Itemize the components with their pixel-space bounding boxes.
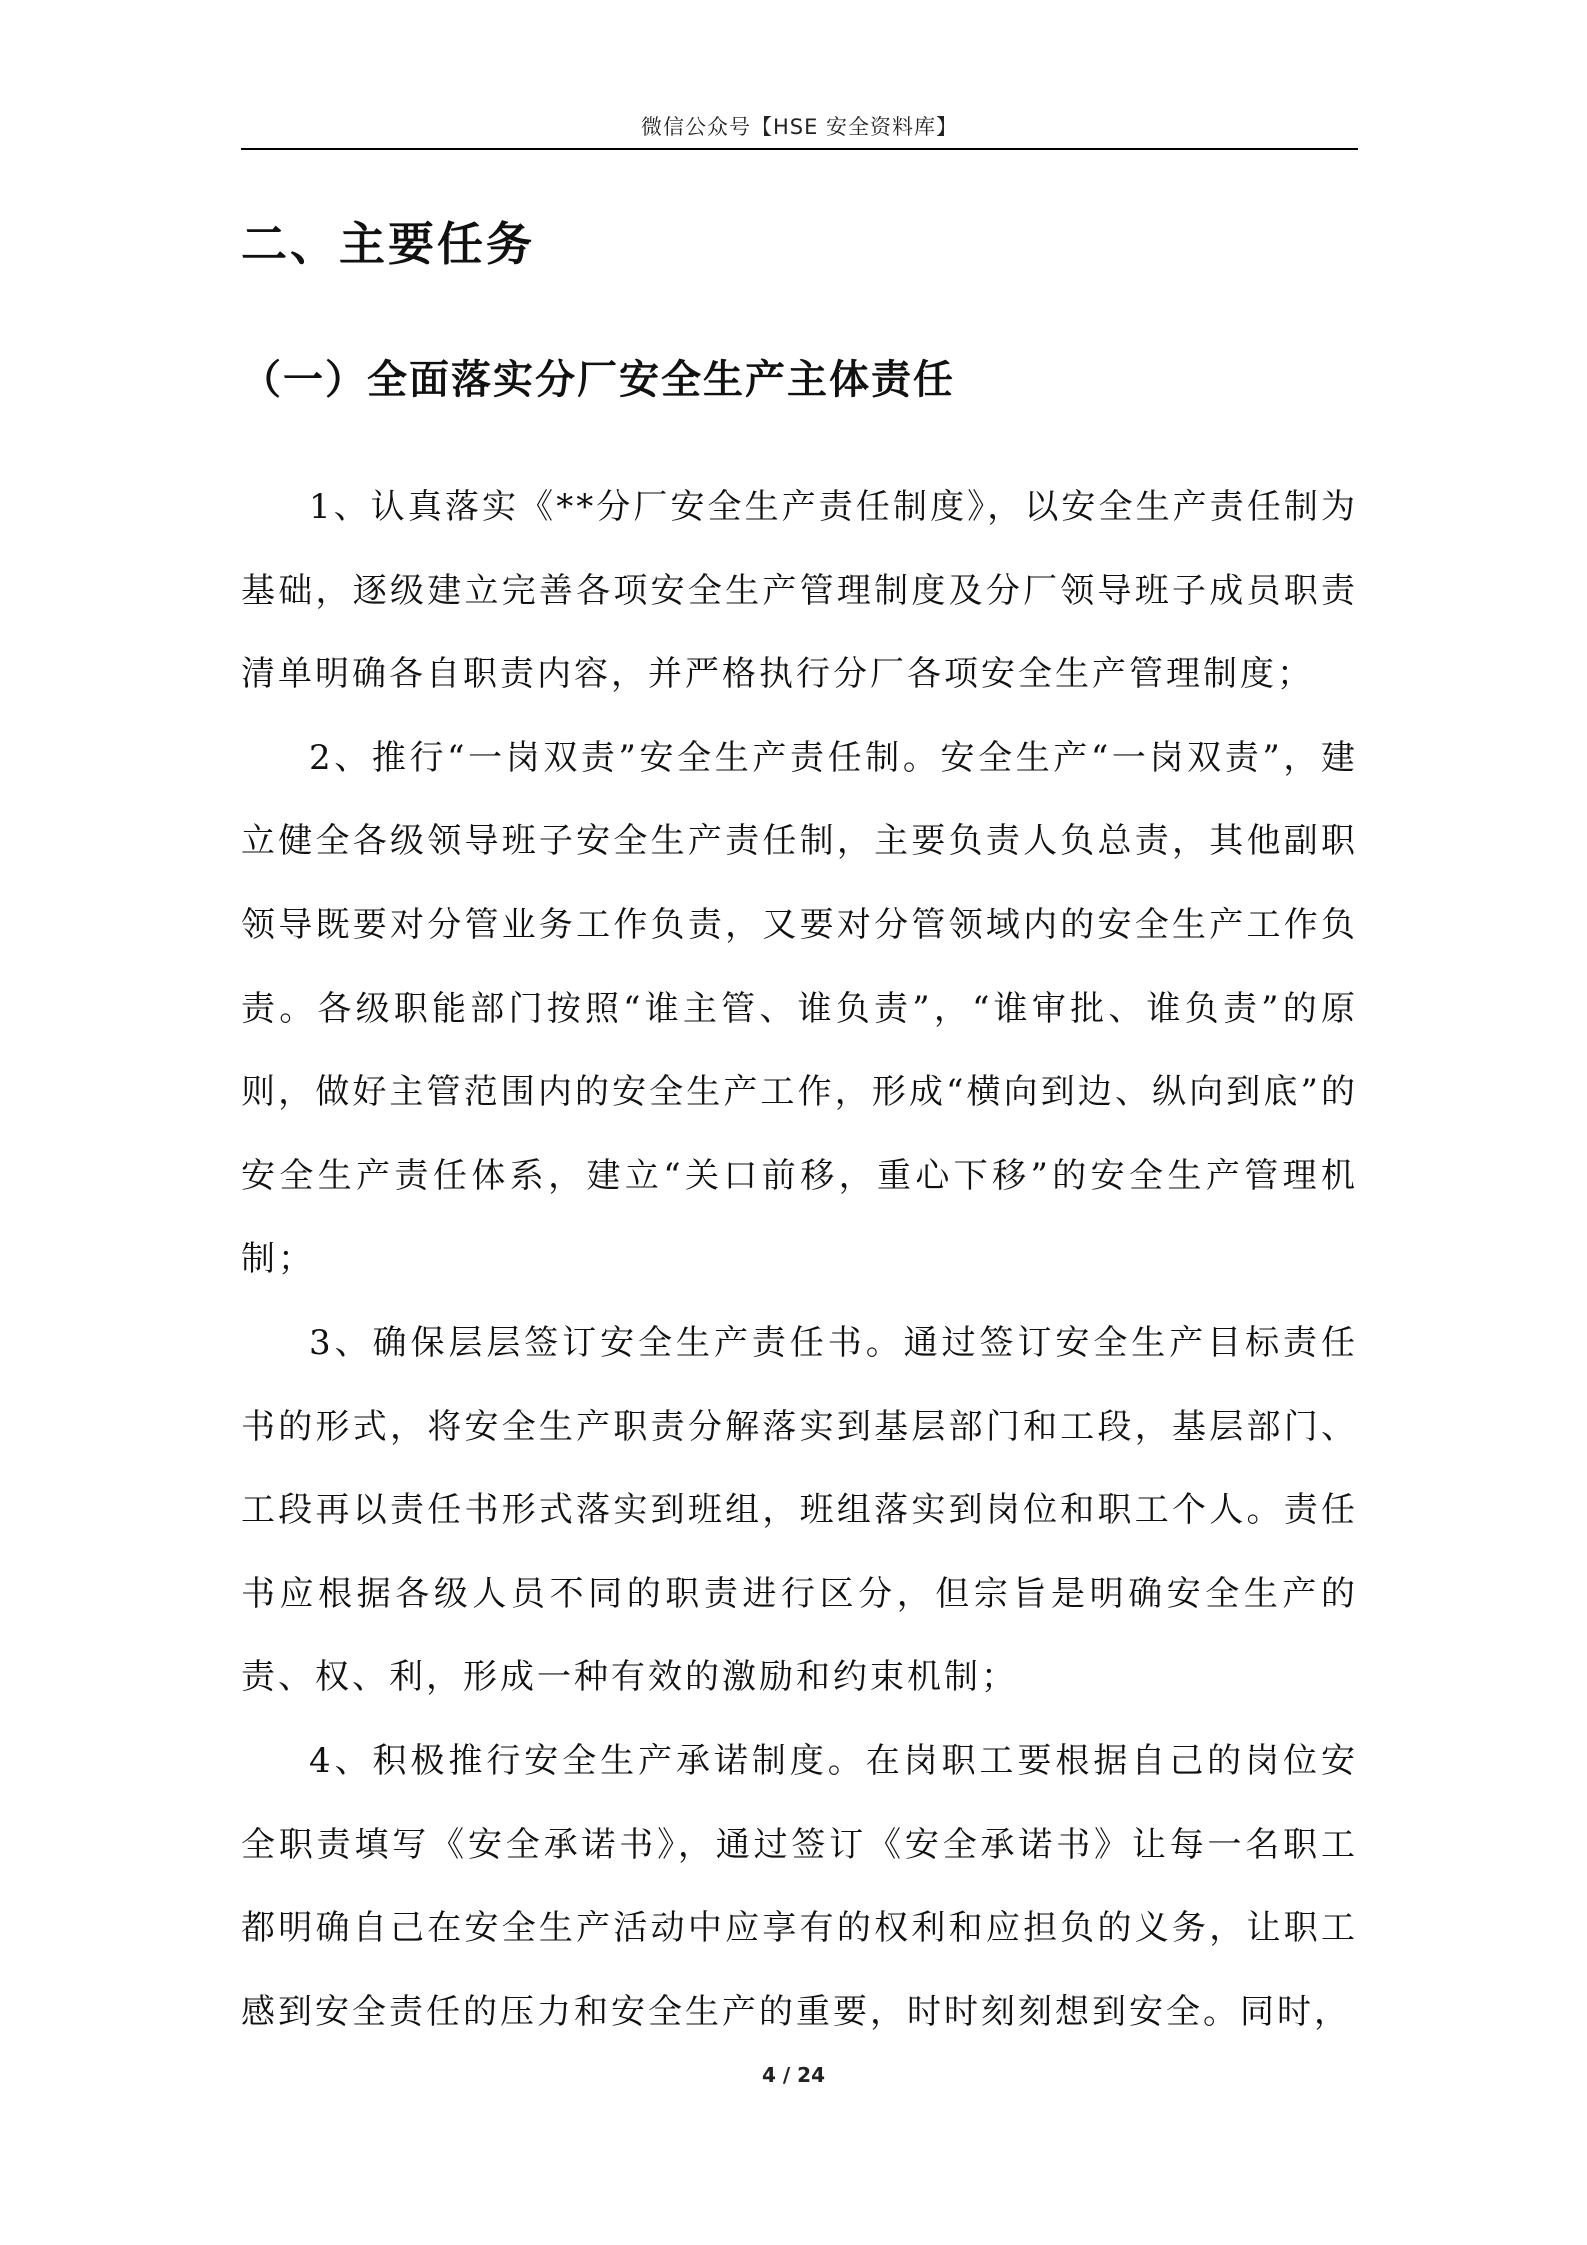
subsection-title: （一）全面落实分厂安全生产主体责任 (241, 357, 955, 403)
paragraph-2: 2、推行“一岗双责”安全生产责任制。安全生产“一岗双责”，建立健全各级领导班子安全生产责任制，主要负责人负总责，其他副职领导既要对分管业务工作负责，又要对分管领域内的安全生产工作负责。各级职能部门按照“谁主管、谁负责”，“谁审批、谁负责”的原则，做好主管范围内的安全生产工作，形成“横向到边、纵向到底”的安全生产责任体系，建立“关口前移，重心下移”的安全生产管理机制； (241, 737, 1358, 1280)
paragraph-1: 1、认真落实《**分厂安全生产责任制度》，以安全生产责任制为基础，逐级建立完善各项安全生产管理制度及分厂领导班子成员职责清单明确各自职责内容，并严格执行分厂各项安全生产管理制度； (241, 487, 1358, 695)
page-header (241, 106, 1358, 150)
paragraph-3: 3、确保层层签订安全生产责任书。通过签订安全生产目标责任书的形式，将安全生产职责分解落实到基层部门和工段，基层部门、工段再以责任书形式落实到班组，班组落实到岗位和职工个人。责任书应根据各级人员不同的职责进行区分，但宗旨是明确安全生产的责、权、利，形成一种有效的激励和约束机制； (241, 1322, 1358, 1698)
paragraph-4: 4、积极推行安全生产承诺制度。在岗职工要根据自己的岗位安全职责填写《安全承诺书》，通过签订《安全承诺书》让每一名职工都明确自己在安全生产活动中应享有的权利和应担负的义务，让职工感到安全责任的压力和安全生产的重要，时时刻刻想到安全。同时， (241, 1740, 1358, 2032)
page-footer (0, 2060, 1587, 2090)
section-title: 二、主要任务 (241, 217, 535, 271)
document-body (241, 466, 1358, 2054)
header-text: 微信公众号【HSE 安全资料库】 (640, 115, 959, 139)
page-number: 4 / 24 (762, 2063, 825, 2087)
